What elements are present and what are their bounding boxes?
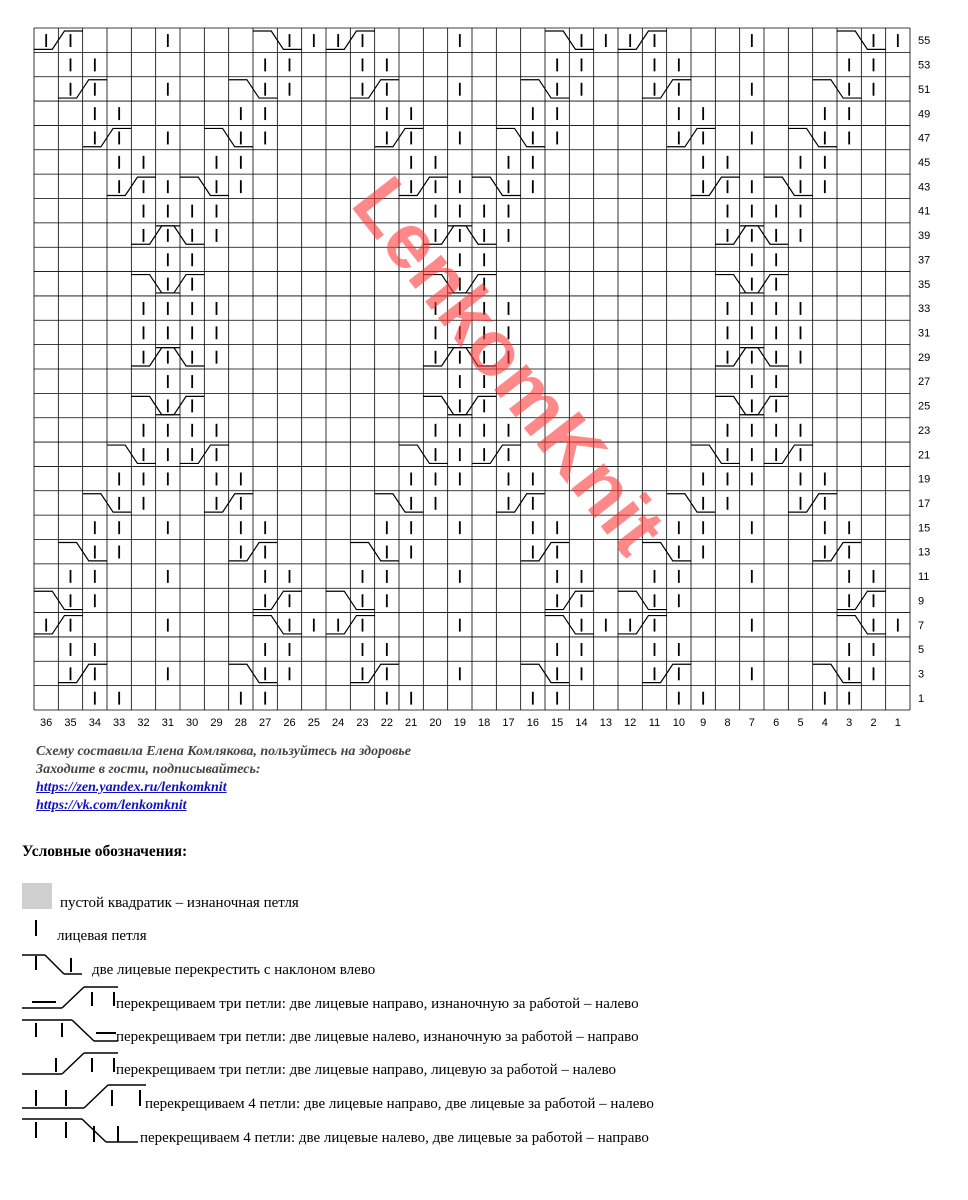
row-label: 51 (918, 83, 931, 96)
cross-3-purl-left-icon (22, 984, 122, 1014)
watermark: LenkomKnit (335, 160, 683, 571)
column-label: 12 (624, 717, 637, 729)
zen-link[interactable]: https://zen.yandex.ru/lenkomknit (36, 780, 227, 795)
column-label: 25 (307, 717, 320, 729)
column-label: 21 (405, 717, 418, 729)
row-label: 23 (918, 424, 931, 437)
knit-symbol-icon (22, 918, 62, 942)
column-label: 3 (846, 717, 853, 729)
row-label: 49 (918, 108, 931, 121)
row-label: 29 (918, 351, 931, 364)
column-label: 5 (797, 717, 804, 729)
column-label: 29 (210, 717, 223, 729)
row-label: 13 (918, 546, 931, 559)
row-label: 7 (918, 619, 925, 632)
row-label: 45 (918, 156, 931, 169)
column-label: 1 (894, 717, 901, 729)
column-label: 15 (551, 717, 564, 729)
column-label: 9 (700, 717, 707, 729)
row-label: 25 (918, 400, 931, 413)
credits-line-1: Схему составила Елена Комлякова, пользуйтесь на здоровье (36, 744, 411, 759)
row-label: 11 (918, 571, 930, 584)
row-label: 3 (918, 668, 925, 681)
legend-text: пустой квадратик – изнаночная петля (60, 895, 299, 911)
row-label: 5 (918, 644, 925, 657)
column-label: 24 (332, 717, 345, 729)
column-label: 32 (137, 717, 150, 729)
row-label: 31 (918, 327, 931, 340)
column-label: 30 (186, 717, 199, 729)
column-label: 18 (478, 717, 491, 729)
row-label: 39 (918, 230, 931, 243)
column-label: 20 (429, 717, 442, 729)
column-label: 23 (356, 717, 369, 729)
row-label: 15 (918, 522, 931, 535)
cross-2-left-icon (22, 952, 92, 978)
row-label: 43 (918, 181, 931, 194)
column-label: 6 (773, 717, 780, 729)
credits-line-2: Заходите в гости, подписывайтесь: (36, 762, 261, 777)
column-label: 33 (113, 717, 126, 729)
row-label: 17 (918, 497, 931, 510)
column-label: 22 (380, 717, 393, 729)
column-label: 2 (870, 717, 877, 729)
cross-3-knit-left-icon (22, 1050, 122, 1080)
row-label: 37 (918, 254, 931, 267)
legend-text: перекрещиваем 4 петли: две лицевые направо, две лицевые за работой – налево (145, 1096, 654, 1112)
column-label: 14 (575, 717, 588, 729)
column-label: 16 (526, 717, 539, 729)
row-label: 21 (918, 449, 931, 462)
column-label: 13 (599, 717, 612, 729)
column-labels (40, 717, 901, 729)
row-label: 33 (918, 303, 931, 316)
row-label: 19 (918, 473, 931, 486)
legend-text: лицевая петля (57, 928, 147, 944)
row-label: 47 (918, 132, 931, 145)
column-label: 7 (748, 717, 755, 729)
row-label: 9 (918, 595, 925, 608)
column-label: 34 (88, 717, 101, 729)
legend-text: перекрещиваем три петли: две лицевые направо, лицевую за работой – налево (116, 1062, 617, 1078)
column-label: 36 (40, 717, 53, 729)
row-labels (918, 35, 930, 705)
cross-4-left-icon (22, 1082, 152, 1114)
column-label: 35 (64, 717, 77, 729)
column-label: 4 (821, 717, 828, 729)
row-label: 41 (918, 205, 931, 218)
column-label: 27 (259, 717, 272, 729)
row-label: 35 (918, 278, 931, 291)
legend-text: перекрещиваем три петли: две лицевые налево, изнаночную за работой – направо (116, 1029, 639, 1045)
cross-3-purl-right-icon (22, 1017, 122, 1047)
legend-text: перекрещиваем 4 петли: две лицевые налево, две лицевые за работой – направо (140, 1130, 649, 1146)
row-label: 27 (918, 376, 931, 389)
column-label: 8 (724, 717, 731, 729)
column-label: 19 (453, 717, 466, 729)
column-label: 17 (502, 717, 515, 729)
vk-link[interactable]: https://vk.com/lenkomknit (36, 798, 187, 813)
column-label: 11 (648, 717, 661, 729)
row-label: 55 (918, 35, 931, 48)
column-label: 26 (283, 717, 296, 729)
row-label: 1 (918, 692, 925, 705)
purl-symbol-icon (22, 883, 52, 909)
cross-4-right-icon (22, 1116, 152, 1148)
column-label: 31 (161, 717, 174, 729)
legend-text: две лицевые перекрестить с наклоном влево (92, 962, 376, 978)
column-label: 28 (234, 717, 247, 729)
credits (36, 743, 411, 815)
legend-title: Условные обозначения: (22, 843, 188, 860)
column-label: 10 (672, 717, 685, 729)
legend-text: перекрещиваем три петли: две лицевые направо, изнаночную за работой – налево (116, 996, 639, 1012)
row-label: 53 (918, 59, 931, 72)
